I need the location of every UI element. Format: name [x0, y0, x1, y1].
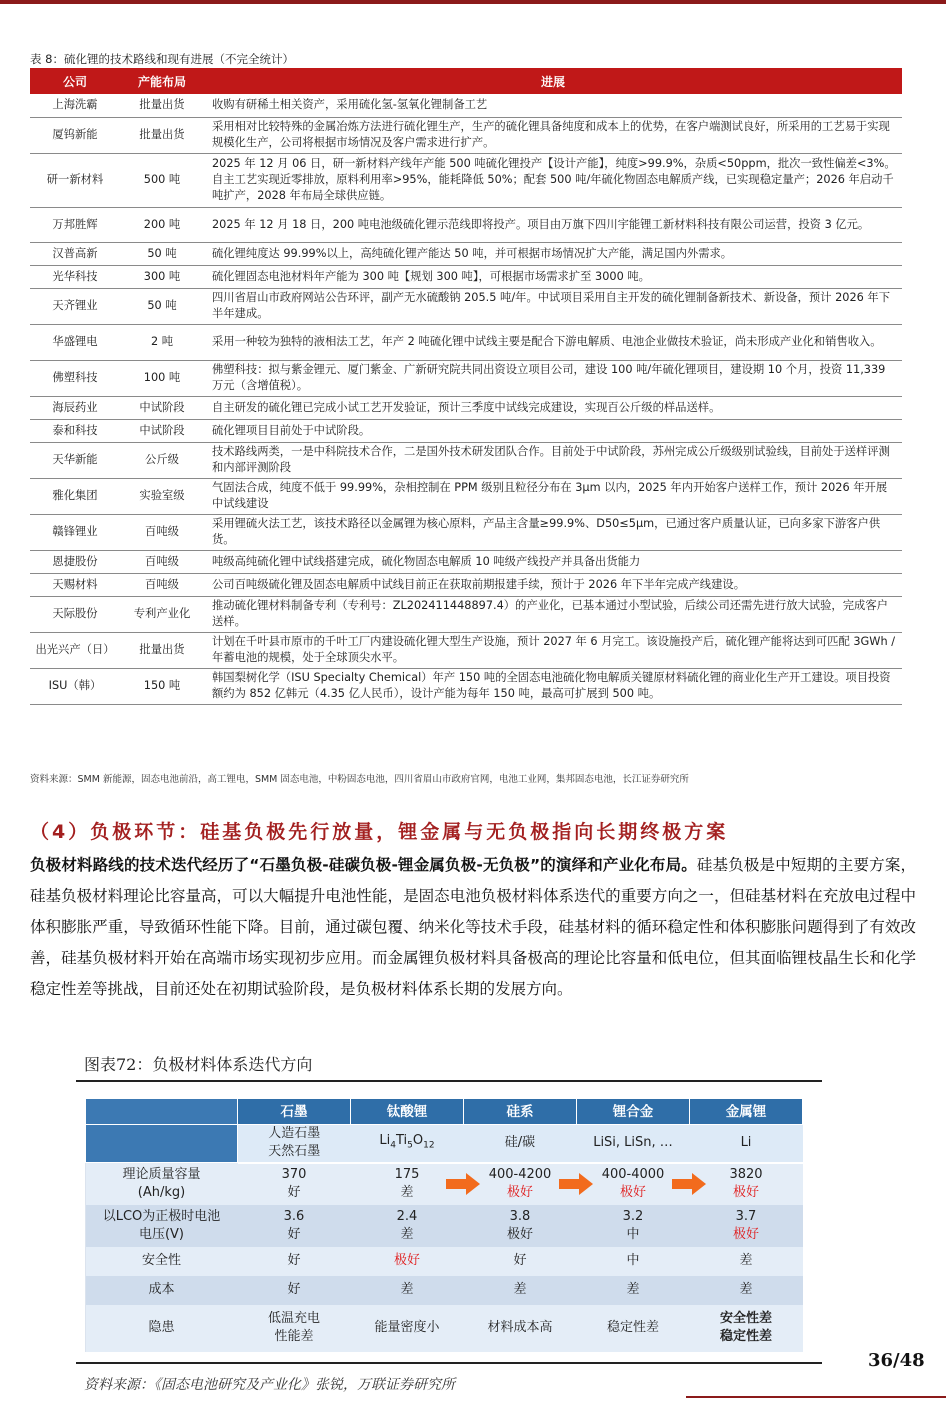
top-accent-rule — [0, 0, 946, 4]
table-row — [30, 514, 902, 550]
column-subtitle: LiSi, LiSn, … — [577, 1125, 690, 1163]
cell-rating: 差 — [400, 1226, 414, 1242]
company-cell: ISU（韩） — [30, 668, 120, 704]
cell-rating: 差 — [400, 1282, 414, 1298]
cell-value: 3.7 — [735, 1208, 757, 1224]
capacity-cell: 300 吨 — [120, 265, 204, 288]
column-subtitle: $Li_4Ti_5O_{12}$ — [351, 1125, 464, 1163]
cell-rating: 好 — [513, 1253, 527, 1269]
value-cell — [690, 1205, 803, 1247]
progress-cell: 采用锂硫火法工艺，该技术路径以金属锂为核心原料，产品主含量≥99.9%、D50≤5μm，已通过客户质量认证，已向多家下游客户供货。 — [204, 514, 902, 550]
anode-data-row — [86, 1305, 803, 1352]
table-row — [30, 668, 902, 704]
progress-cell: 自主研发的硫化锂已完成小试工艺开发验证，预计三季度中试线完成建设，实现百公斤级的样品送样。 — [204, 396, 902, 419]
row-label: 成本 — [86, 1276, 238, 1305]
row-label: 安全性 — [86, 1247, 238, 1276]
company-cell: 出光兴产（日） — [30, 632, 120, 668]
section-heading: （4）负极环节：硅基负极先行放量，锂金属与无负极指向长期终极方案 — [30, 821, 729, 843]
anode-data-row — [86, 1163, 803, 1205]
capacity-cell: 专利产业化 — [120, 596, 204, 632]
company-cell: 恩捷股份 — [30, 550, 120, 573]
column-header: 石墨 — [238, 1099, 351, 1125]
cell-rating: 差 — [739, 1253, 753, 1269]
paragraph-lead-bold: 负极材料路线的技术迭代经历了“石墨负极-硅碳负极-锂金属负极-无负极”的演绎和产业化布局。 — [30, 856, 697, 874]
progress-cell: 气固法合成，纯度不低于 99.99%，杂相控制在 PPM 级别且粒径分布在 3μm 以内，2025 年内开始客户送样工作，预计 2026 年开展中试线建设 — [204, 478, 902, 514]
capacity-cell: 200 吨 — [120, 207, 204, 242]
value-cell — [690, 1247, 803, 1276]
anode-table-body — [86, 1099, 803, 1353]
cell-rating: 极好 — [506, 1185, 533, 1201]
figure-72-source: 资料来源：《固态电池研究及产业化》张锐，万联证券研究所 — [84, 1377, 455, 1393]
column-subtitle: 人造石墨 天然石墨 — [238, 1125, 351, 1163]
anode-material-table — [85, 1098, 803, 1352]
cell-rating: 稳定性差 — [606, 1320, 659, 1336]
company-cell: 上海洗霸 — [30, 94, 120, 117]
progress-cell: 硫化锂项目目前处于中试阶段。 — [204, 419, 902, 442]
table-row — [30, 632, 902, 668]
cell-value: 400-4200 — [488, 1167, 552, 1183]
cell-rating: 差 — [626, 1282, 640, 1298]
header-progress: 进展 — [204, 68, 902, 94]
progress-cell: 计划在千叶县市原市的千叶工厂内建设硫化锂大型生产设施，预计 2027 年 6 月完工。该设施投产后，硫化锂产能将达到可匹配 3GWh / 年蓄电池的规模，处于全球顶尖水平。 — [204, 632, 902, 668]
company-cell: 雅化集团 — [30, 478, 120, 514]
table-row — [30, 288, 902, 324]
table-row — [30, 419, 902, 442]
table-row — [30, 324, 902, 360]
progress-cell: 硫化锂纯度达 99.99%以上，高纯硫化锂产能达 50 吨，并可根据市场情况扩大产能，满足国内外需求。 — [204, 242, 902, 265]
column-subtitle: Li — [690, 1125, 803, 1163]
cell-value: 3.8 — [509, 1208, 531, 1224]
cell-rating: 极好 — [732, 1185, 759, 1201]
capacity-cell: 2 吨 — [120, 324, 204, 360]
capacity-cell: 百吨级 — [120, 573, 204, 596]
anode-material-table-figure — [85, 1098, 803, 1352]
table-row — [30, 242, 902, 265]
cell-value: 2.4 — [396, 1208, 418, 1224]
value-cell — [577, 1205, 690, 1247]
value-cell — [238, 1276, 351, 1305]
value-cell — [351, 1247, 464, 1276]
anode-data-row — [86, 1276, 803, 1305]
progress-cell: 2025 年 12 月 06 日，研一新材料产线年产能 500 吨硫化锂投产【设计产能】，纯度>99.9%，杂质<50ppm，批次一致性偏差<3%。自主工艺实现近零排放，原料利用率>95%，能耗降低 50%；配套 500 吨/年硫化物固态电解质产线，已实现稳定量产；2026 年启动千吨扩产，2028 年布局全球供应链。 — [204, 153, 902, 207]
table-row — [30, 360, 902, 396]
progress-cell: 收购有研稀土相关资产，采用硫化氢-氢氧化锂制备工艺 — [204, 94, 902, 117]
value-cell — [464, 1276, 577, 1305]
capacity-cell: 百吨级 — [120, 514, 204, 550]
capacity-cell: 公斤级 — [120, 442, 204, 478]
header-blank — [86, 1099, 238, 1125]
cell-value: 3820 — [729, 1167, 763, 1183]
column-header: 金属锂 — [690, 1099, 803, 1125]
value-cell — [351, 1163, 464, 1205]
value-cell — [238, 1305, 351, 1352]
table-row — [30, 94, 902, 117]
bottom-accent-rule — [686, 1396, 946, 1398]
progress-cell: 吨级高纯硫化锂中试线搭建完成，硫化物固态电解质 10 吨级产线投产并具备出货能力 — [204, 550, 902, 573]
row-label: 隐患 — [86, 1305, 238, 1352]
cell-rating: 材料成本高 — [487, 1320, 553, 1336]
capacity-cell: 100 吨 — [120, 360, 204, 396]
value-cell — [690, 1305, 803, 1352]
table-row — [30, 550, 902, 573]
column-header: 锂合金 — [577, 1099, 690, 1125]
row-label: 以LCO为正极时电池 电压(V) — [86, 1205, 238, 1247]
capacity-cell: 批量出货 — [120, 94, 204, 117]
cell-rating: 好 — [287, 1226, 301, 1242]
table-row — [30, 265, 902, 288]
page-number: 36/48 — [868, 1350, 925, 1371]
progress-cell: 采用相对比较特殊的金属冶炼方法进行硫化锂生产，生产的硫化锂具备纯度和成本上的优势，在客户端测试良好，所采用的工艺易于实现规模化生产，公司将根据市场情况及客户需求进行扩产。 — [204, 117, 902, 153]
cell-value: 400-4000 — [601, 1167, 665, 1183]
capacity-cell: 批量出货 — [120, 117, 204, 153]
lithium-sulfide-progress-table — [30, 68, 902, 705]
header-capacity: 产能布局 — [120, 68, 204, 94]
capacity-cell: 50 吨 — [120, 288, 204, 324]
row-label: 理论质量容量 (Ah/kg) — [86, 1163, 238, 1205]
value-cell — [690, 1163, 803, 1205]
table-row — [30, 396, 902, 419]
capacity-cell: 中试阶段 — [120, 396, 204, 419]
cell-rating: 差 — [739, 1282, 753, 1298]
column-subtitle: 硅/碳 — [464, 1125, 577, 1163]
value-cell — [464, 1305, 577, 1352]
anode-subtitle-row — [86, 1125, 803, 1163]
table-row — [30, 478, 902, 514]
value-cell — [464, 1163, 577, 1205]
figure-72-caption: 图表72：负极材料体系迭代方向 — [84, 1055, 313, 1074]
cell-rating: 中 — [626, 1226, 640, 1242]
value-cell — [238, 1163, 351, 1205]
company-cell: 厦钨新能 — [30, 117, 120, 153]
cell-rating: 极好 — [506, 1226, 533, 1242]
cell-value: 3.6 — [283, 1208, 305, 1224]
header-company: 公司 — [30, 68, 120, 94]
value-cell — [577, 1305, 690, 1352]
table-row — [30, 117, 902, 153]
table-row — [30, 442, 902, 478]
cell-rating: 好 — [287, 1185, 301, 1201]
value-cell — [464, 1247, 577, 1276]
subtitle-blank — [86, 1125, 238, 1163]
company-cell: 天际股份 — [30, 596, 120, 632]
capacity-cell: 百吨级 — [120, 550, 204, 573]
figure-top-rule — [76, 1080, 822, 1082]
progression-arrow-icon — [672, 1173, 706, 1195]
progress-cell: 公司百吨级硫化锂及固态电解质中试线目前正在获取前期报建手续，预计于 2026 年下半年完成产线建设。 — [204, 573, 902, 596]
cell-rating: 好 — [287, 1253, 301, 1269]
column-header: 硅系 — [464, 1099, 577, 1125]
progress-cell: 推动硫化锂材料制备专利（专利号：ZL202411448897.4）的产业化，已基本通过小型试验，后续公司还需先进行放大试验，完成客户送样。 — [204, 596, 902, 632]
cell-rating: 中 — [626, 1253, 640, 1269]
value-cell — [577, 1276, 690, 1305]
capacity-cell: 中试阶段 — [120, 419, 204, 442]
company-cell: 万邦胜辉 — [30, 207, 120, 242]
value-cell — [238, 1205, 351, 1247]
cell-rating: 能量密度小 — [374, 1320, 440, 1336]
company-cell: 海辰药业 — [30, 396, 120, 419]
company-cell: 佛塑科技 — [30, 360, 120, 396]
table-row — [30, 153, 902, 207]
cell-rating: 低温充电 性能差 — [267, 1311, 320, 1345]
company-cell: 泰和科技 — [30, 419, 120, 442]
body-paragraph — [30, 850, 916, 1005]
cell-rating: 差 — [513, 1282, 527, 1298]
progression-arrow-icon — [559, 1173, 593, 1195]
table-row — [30, 573, 902, 596]
capacity-cell: 实验室级 — [120, 478, 204, 514]
progress-cell: 技术路线两类，一是中科院技术合作，二是国外技术研发团队合作。目前处于中试阶段，苏州完成公斤级级别试验线，目前处于送样评测和内部评测阶段 — [204, 442, 902, 478]
company-cell: 汉普高新 — [30, 242, 120, 265]
cell-rating: 好 — [287, 1282, 301, 1298]
cell-rating: 极好 — [619, 1185, 646, 1201]
figure-bottom-rule — [76, 1362, 822, 1364]
cell-value: 3.2 — [622, 1208, 644, 1224]
value-cell — [351, 1305, 464, 1352]
company-cell: 天华新能 — [30, 442, 120, 478]
capacity-cell: 500 吨 — [120, 153, 204, 207]
progress-cell: 韩国梨树化学（ISU Specialty Chemical）年产 150 吨的全固态电池硫化物电解质关键原材料硫化锂的商业化生产开工建设。项目投资额约为 852 亿韩元（4.35 亿人民币），设计产能为每年 150 吨，最高可扩展到 500 吨。 — [204, 668, 902, 704]
capacity-cell: 150 吨 — [120, 668, 204, 704]
progress-cell: 四川省眉山市政府网站公告环评，副产无水硫酸钠 205.5 吨/年。中试项目采用自主开发的硫化锂制备新技术、新设备，预计 2026 年下半年建成。 — [204, 288, 902, 324]
paragraph-body: 硅基负极是中短期的主要方案，硅基负极材料理论比容量高，可以大幅提升电池性能，是固态电池负极材料体系迭代的重要方向之一，但硅基材料在充放电过程中体积膨胀严重，导致循环性能下降。目前，通过碳包覆、纳米化等技术手段，硅基材料的循环稳定性和体积膨胀问题得到了有效改善，硅基负极材料开始在高端市场实现初步应用。而金属锂负极材料具备极高的理论比容量和低电位，但其面临锂枝晶生长和化学稳定性差等挑战，目前还处在初期试验阶段，是负极材料体系长期的发展方向。 — [30, 856, 916, 998]
value-cell — [577, 1247, 690, 1276]
value-cell — [577, 1163, 690, 1205]
company-cell: 研一新材料 — [30, 153, 120, 207]
progress-cell: 硫化锂固态电池材料年产能为 300 吨【规划 300 吨】，可根据市场需求扩至 3000 吨。 — [204, 265, 902, 288]
value-cell — [351, 1205, 464, 1247]
progress-cell: 2025 年 12 月 18 日，200 吨电池级硫化锂示范线即将投产。项目由万旗下四川宇能锂工新材料科技有限公司运营，投资 3 亿元。 — [204, 207, 902, 242]
value-cell — [351, 1276, 464, 1305]
table-8-source: 资料来源：SMM 新能源，固态电池前沿，高工锂电，SMM 固态电池，中粉固态电池，四川省眉山市政府官网，电池工业网，集邦固态电池，长江证券研究所 — [30, 774, 689, 785]
progression-arrow-icon — [446, 1173, 480, 1195]
table-body — [30, 94, 902, 704]
cell-rating: 安全性差 稳定性差 — [719, 1311, 772, 1345]
capacity-cell: 50 吨 — [120, 242, 204, 265]
value-cell — [690, 1276, 803, 1305]
cell-rating: 极好 — [732, 1226, 759, 1242]
cell-value: 175 — [394, 1167, 420, 1183]
company-cell: 赣锋锂业 — [30, 514, 120, 550]
table-row — [30, 207, 902, 242]
anode-data-row — [86, 1205, 803, 1247]
table-row — [30, 596, 902, 632]
cell-rating: 极好 — [393, 1253, 420, 1269]
value-cell — [238, 1247, 351, 1276]
cell-value: 370 — [281, 1167, 307, 1183]
company-cell: 光华科技 — [30, 265, 120, 288]
anode-data-row — [86, 1247, 803, 1276]
progress-cell: 佛塑科技：拟与紫金锂元、厦门紫金、广新研究院共同出资设立项目公司，建设 100 吨/年硫化锂项目，建设期 10 个月，投资 11,339 万元（含增值税）。 — [204, 360, 902, 396]
company-cell: 天齐锂业 — [30, 288, 120, 324]
column-header: 钛酸锂 — [351, 1099, 464, 1125]
progress-cell: 采用一种较为独特的液相法工艺，年产 2 吨硫化锂中试线主要是配合下游电解质、电池企业做技术验证，尚未形成产业化和销售收入。 — [204, 324, 902, 360]
capacity-cell: 批量出货 — [120, 632, 204, 668]
anode-header-row — [86, 1099, 803, 1125]
company-cell: 华盛锂电 — [30, 324, 120, 360]
value-cell — [464, 1205, 577, 1247]
table-header-row — [30, 68, 902, 94]
company-cell: 天赐材料 — [30, 573, 120, 596]
cell-rating: 差 — [400, 1185, 414, 1201]
table-8-caption: 表 8：硫化锂的技术路线和现有进展（不完全统计） — [30, 52, 294, 66]
